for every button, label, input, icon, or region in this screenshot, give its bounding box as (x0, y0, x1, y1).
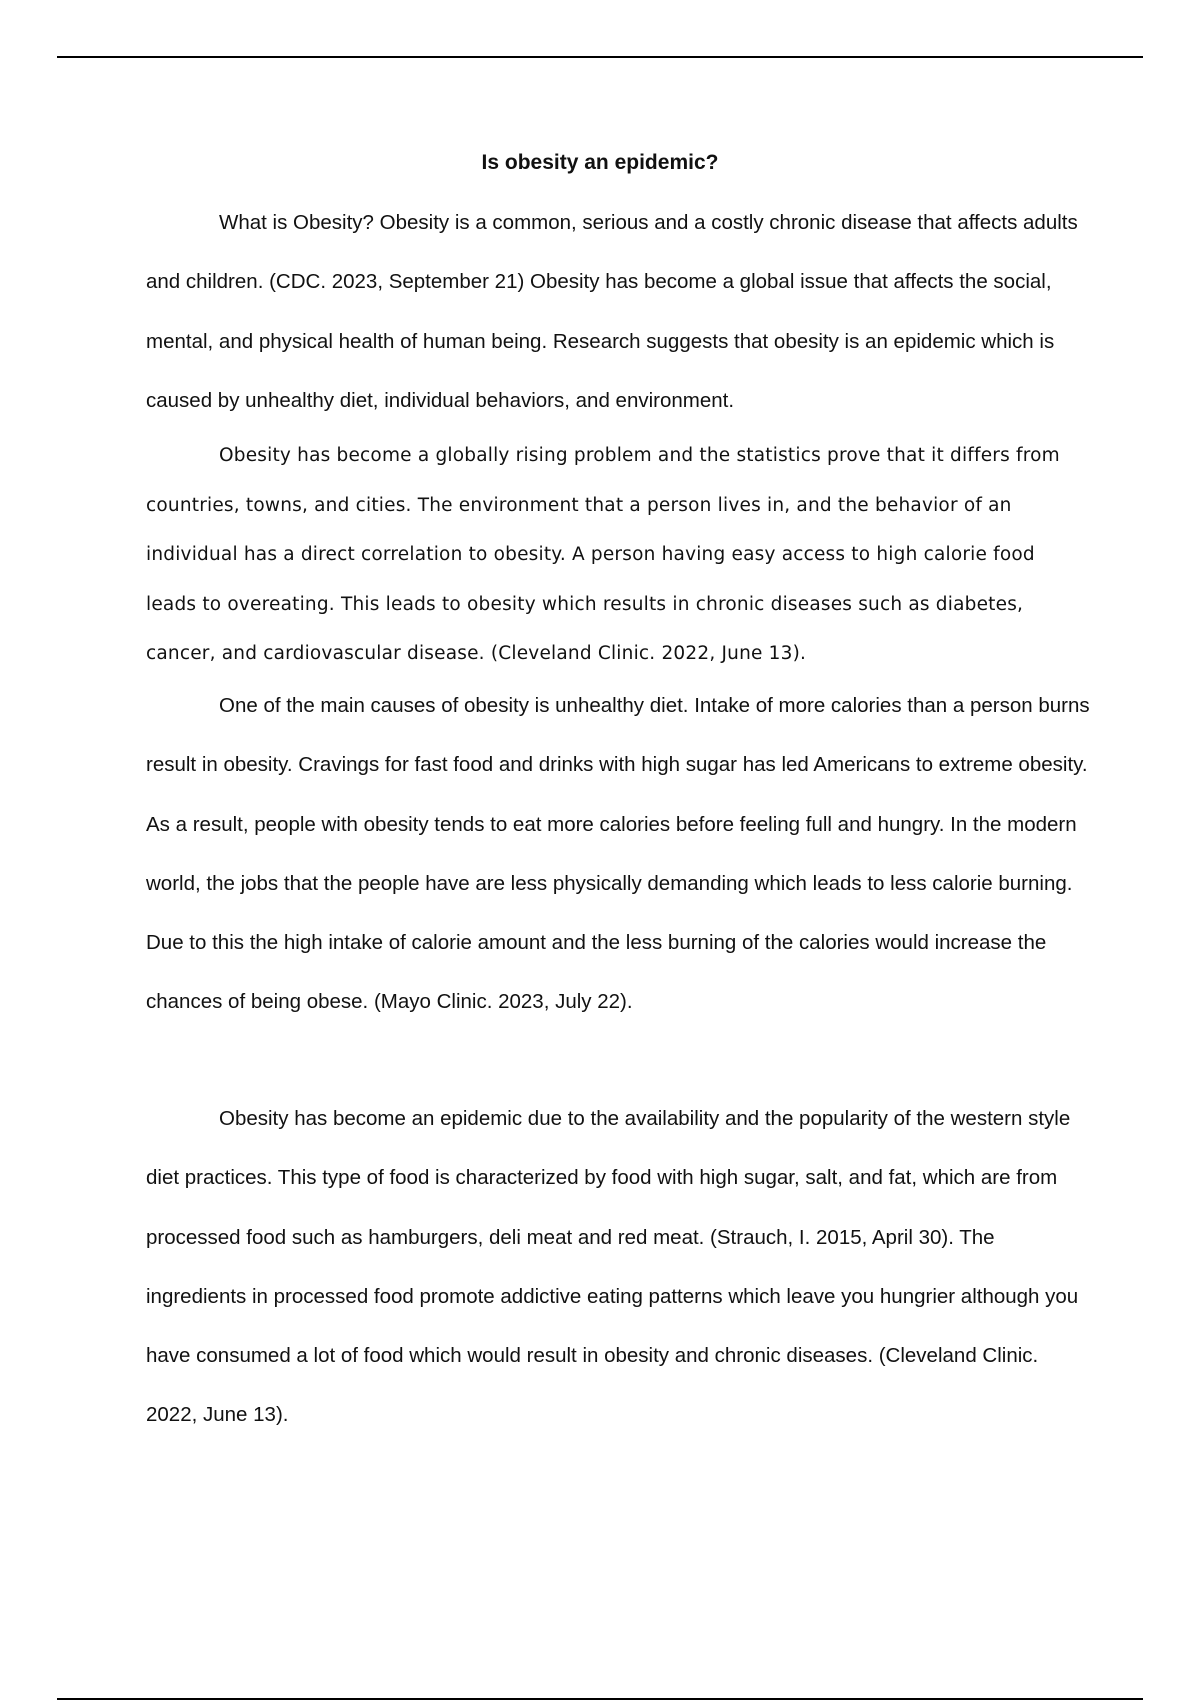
document-title: Is obesity an epidemic? (481, 151, 719, 174)
paragraph-definition: What is Obesity? Obesity is a common, serious and a costly chronic disease that affects adults and children. (CDC. 2023, September 21) Obesity has become a global issue that affects the social, mental, and physical health of human being. Research suggests that obesity is an epidemic which is caused by unhealthy diet, individual behaviors, and environment. (146, 211, 1078, 412)
paragraph-unhealthy-diet: One of the main causes of obesity is unhealthy diet. Intake of more calories than a person burns result in obesity. Cravings for fast food and drinks with high sugar has led Americans to extreme obesity. As a result, people with obesity tends to eat more calories before feeling full and hungry. In the modern world, the jobs that the people have are less physically demanding which leads to less calorie burning. Due to this the high intake of calorie amount and the less burning of the calories would increase the chances of being obese. (Mayo Clinic. 2023, July 22). (146, 694, 1090, 1014)
paragraph-western-diet: Obesity has become an epidemic due to the availability and the popularity of the western style diet practices. This type of food is characterized by food with high sugar, salt, and fat, which are from processed food such as hamburgers, deli meat and red meat. (Strauch, I. 2015, April 30). The ingredients in processed food promote addictive eating patterns which leave you hungrier although you have consumed a lot of food which would result in obesity and chronic diseases. (Cleveland Clinic. 2022, June 13). (146, 1107, 1079, 1427)
paragraph-global-problem: Obesity has become a globally rising problem and the statistics prove that it differs from countries, towns, and cities. The environment that a person lives in, and the behavior of an individual has a direct correlation to obesity. A person having easy access to high calorie food leads to overeating. This leads to obesity which results in chronic diseases such as diabetes, cancer, and cardiovascular disease. (Cleveland Clinic. 2022, June 13). (146, 445, 1060, 664)
